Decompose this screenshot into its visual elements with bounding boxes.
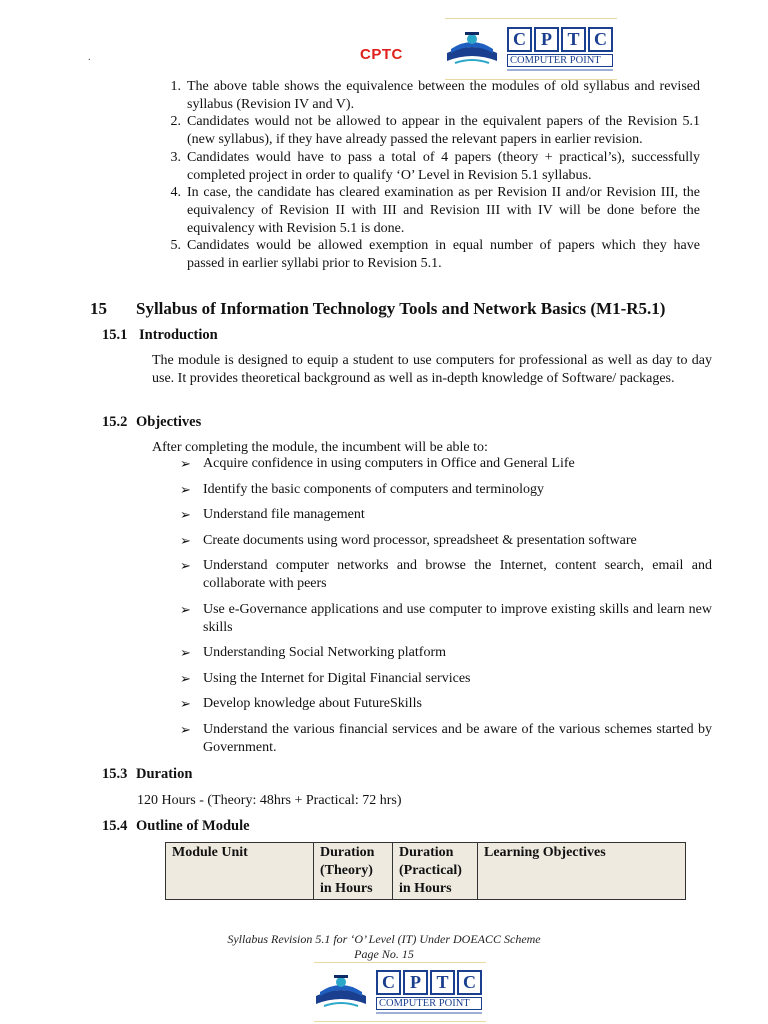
subsection-number: 15.3 bbox=[102, 766, 128, 782]
list-item bbox=[180, 481, 712, 499]
list-item bbox=[180, 695, 712, 713]
subsection-heading: Duration bbox=[136, 766, 193, 782]
logo-subtitle: COMPUTER POINT bbox=[376, 997, 482, 1010]
list-item bbox=[155, 237, 700, 272]
list-item bbox=[180, 532, 712, 550]
arrow-bullet-icon: ➢ bbox=[180, 507, 191, 522]
list-number: 1. bbox=[170, 79, 181, 94]
subsection-number: 15.4 bbox=[102, 818, 128, 834]
table-header-cell: Duration (Practical) in Hours bbox=[393, 843, 478, 900]
logo-letter: P bbox=[403, 970, 428, 995]
section-number: 15 bbox=[90, 299, 107, 318]
list-number: 4. bbox=[170, 185, 181, 201]
arrow-bullet-icon: ➢ bbox=[180, 670, 191, 686]
list-item bbox=[155, 184, 700, 237]
list-text: The above table shows the equivalence between the modules of old syllabus and revised syllabus (Revision IV and V). bbox=[187, 79, 700, 112]
logo-letter: T bbox=[430, 970, 455, 995]
arrow-bullet-icon: ➢ bbox=[180, 558, 191, 573]
book-globe-icon bbox=[314, 963, 368, 1021]
list-text: Candidates would be allowed exemption in equal number of papers which they have passed in earlier syllabi prior to Revision 5.1. bbox=[187, 238, 700, 272]
book-globe-icon bbox=[445, 19, 499, 79]
arrow-bullet-icon: ➢ bbox=[180, 601, 191, 617]
logo-letter: C bbox=[376, 970, 401, 995]
list-text: Using the Internet for Digital Financial services bbox=[203, 670, 471, 686]
arrow-bullet-icon: ➢ bbox=[180, 456, 191, 471]
list-text: In case, the candidate has cleared examination as per Revision II and/or Revision III, the equivalency of Revision II with III and Revision III with IV will be done before the equivalency with Revision 5.1 is done. bbox=[187, 185, 700, 236]
list-text: Understand file management bbox=[203, 507, 365, 522]
table-header-cell: Module Unit bbox=[166, 843, 314, 900]
subsection-heading: Objectives bbox=[136, 414, 202, 430]
table-header-cell: Duration (Theory) in Hours bbox=[314, 843, 393, 900]
list-number: 3. bbox=[170, 149, 181, 165]
footer-line: Syllabus Revision 5.1 for ‘O’ Level (IT) Under DOEACC Scheme bbox=[227, 932, 541, 946]
duration-text: 120 Hours - (Theory: 48hrs + Practical: 72 hrs) bbox=[137, 793, 402, 808]
objectives-list bbox=[180, 455, 712, 757]
arrow-bullet-icon: ➢ bbox=[180, 532, 191, 548]
list-item bbox=[180, 721, 712, 757]
numbered-notes-list bbox=[155, 78, 700, 273]
list-text: Understand the various financial services and be aware of the various schemes started by Government. bbox=[203, 721, 712, 755]
arrow-bullet-icon: ➢ bbox=[180, 645, 191, 660]
header-logo bbox=[445, 18, 617, 80]
table-header-cell: Learning Objectives bbox=[478, 843, 686, 900]
module-outline-table bbox=[165, 842, 686, 900]
subsection-heading: Outline of Module bbox=[136, 818, 250, 834]
list-text: Use e-Governance applications and use computer to improve existing skills and learn new skills bbox=[203, 601, 712, 635]
list-text: Identify the basic components of computers and terminology bbox=[203, 481, 544, 497]
logo-tagline-bar bbox=[376, 1012, 482, 1014]
list-text: Understand computer networks and browse the Internet, content search, email and collaborate with peers bbox=[203, 558, 712, 591]
list-text: Candidates would have to pass a total of 4 papers (theory + practical’s), successfully completed project in order to qualify ‘O’ Level in Revision 5.1 syllabus. bbox=[187, 149, 700, 183]
table-header-row bbox=[166, 843, 686, 900]
list-text: Understanding Social Networking platform bbox=[203, 645, 447, 660]
logo-letter: C bbox=[457, 970, 482, 995]
list-item bbox=[180, 644, 712, 662]
arrow-bullet-icon: ➢ bbox=[180, 721, 191, 737]
list-item bbox=[180, 601, 712, 637]
logo-letter: P bbox=[534, 27, 559, 52]
logo-tagline-bar bbox=[507, 69, 613, 71]
logo-letter: C bbox=[588, 27, 613, 52]
logo-letter: T bbox=[561, 27, 586, 52]
subsection-number: 15.2 bbox=[102, 414, 128, 430]
objectives-lead: After completing the module, the incumbent will be able to: bbox=[152, 440, 488, 455]
arrow-bullet-icon: ➢ bbox=[180, 481, 191, 497]
list-item bbox=[155, 149, 700, 184]
list-item bbox=[180, 670, 712, 688]
logo-subtitle: COMPUTER POINT bbox=[507, 54, 613, 67]
footer-page-number: Page No. 15 bbox=[354, 947, 414, 961]
list-text: Develop knowledge about FutureSkills bbox=[203, 696, 422, 711]
subsection-number: 15.1 bbox=[102, 327, 128, 343]
intro-paragraph: The module is designed to equip a student to use computers for professional as well as day to day use. It provides theoretical background as well as in-depth knowledge of Software/ packages. bbox=[152, 353, 712, 386]
header-dot: . bbox=[88, 52, 91, 63]
section-title: Syllabus of Information Technology Tools and Network Basics (M1-R5.1) bbox=[136, 299, 666, 318]
list-text: Candidates would not be allowed to appear in the equivalent papers of the Revision 5.1 (new syllabus), if they have already passed the relevant papers in earlier revision. bbox=[187, 114, 700, 148]
header-cptc-text: CPTC bbox=[360, 46, 403, 63]
list-item bbox=[180, 557, 712, 593]
list-item bbox=[155, 113, 700, 148]
subsection-heading: Introduction bbox=[139, 327, 218, 343]
list-item bbox=[155, 78, 700, 113]
logo-letter: C bbox=[507, 27, 532, 52]
arrow-bullet-icon: ➢ bbox=[180, 696, 191, 711]
list-number: 2. bbox=[170, 114, 181, 130]
list-text: Acquire confidence in using computers in Office and General Life bbox=[203, 456, 575, 471]
list-text: Create documents using word processor, spreadsheet & presentation software bbox=[203, 532, 637, 548]
list-item bbox=[180, 506, 712, 524]
list-number: 5. bbox=[170, 238, 181, 254]
list-item bbox=[180, 455, 712, 473]
footer-logo bbox=[314, 962, 486, 1022]
